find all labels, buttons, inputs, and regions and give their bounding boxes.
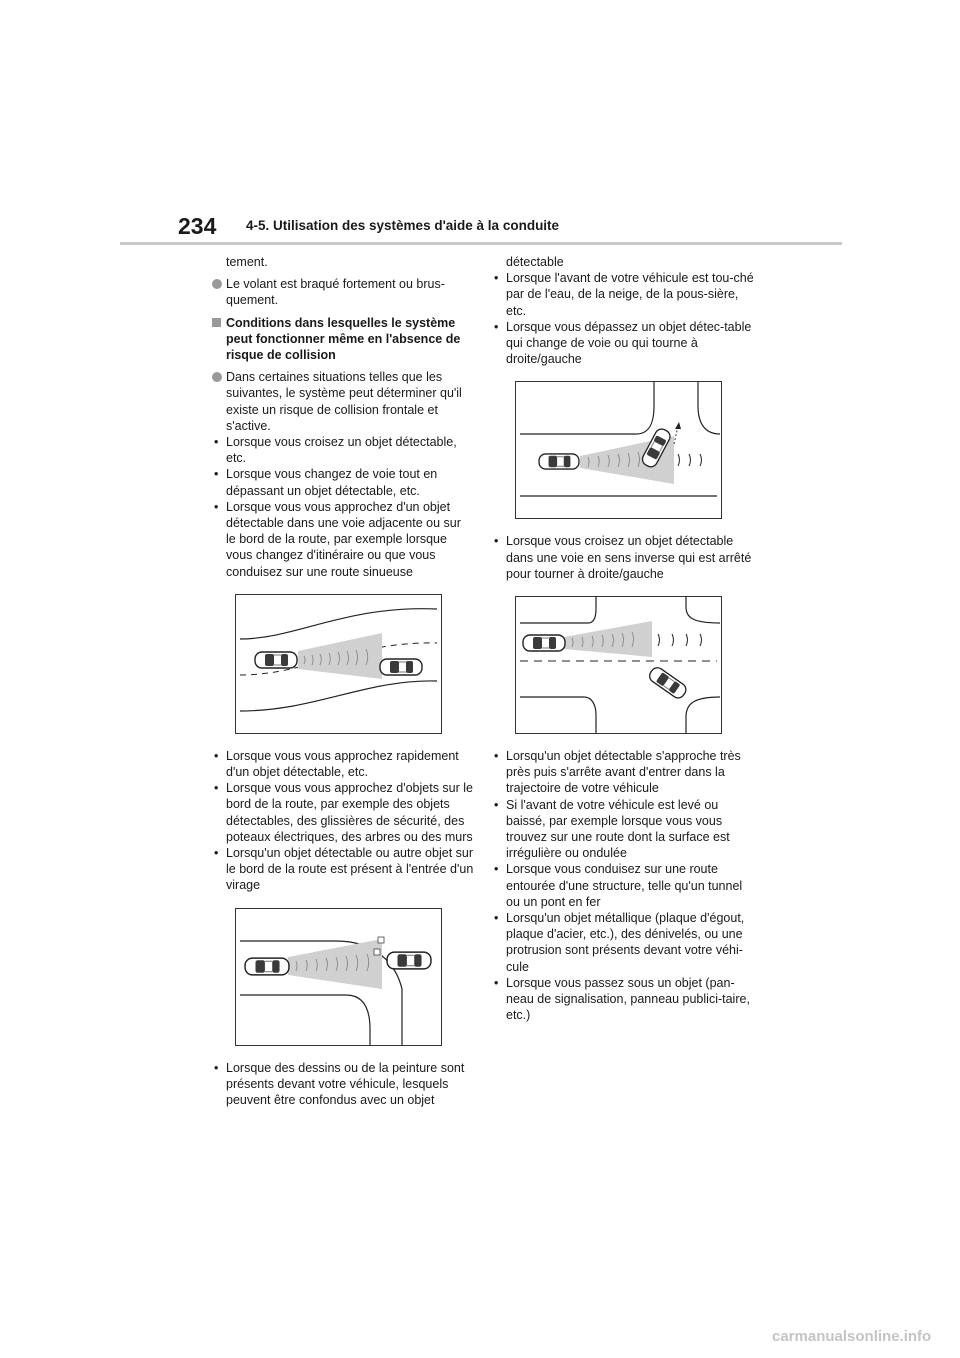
circle-list-item [212,369,474,434]
bullet-item: • Lorsque vous croisez un objet détectable, etc. [214,435,457,466]
bullet-item: • Lorsque des dessins ou de la peinture sont présents devant votre véhicule, lesquels peuvent être confondus avec un objet [214,1060,465,1108]
bullet-item: • Si l'avant de votre véhicule est levé ou baissé, par exemple lorsque vous vous trouvez sur une route dont la surface est irrégulière ou ondulée [494,797,730,861]
bullet-item: • Lorsque vous vous approchez rapidement d'un objet détectable, etc. [214,748,459,780]
bullet-list [212,748,474,894]
illustration-curved-road [235,594,442,734]
bullet-item: • Lorsqu'un objet détectable s'approche très près puis s'arrête avant d'entrer dans la trajectoire de votre véhicule [494,749,741,796]
section-heading-text: Conditions dans lesquelles le système peut fonctionner même en l'absence de risque de collision [226,315,461,363]
bullet-item: • Lorsque vous dépassez un objet détec-table qui change de voie ou qui tourne à droite/gauche [494,319,752,367]
item-text: Dans certaines situations telles que les suivantes, le système peut déterminer qu'il existe un risque de collision frontale et s'active. [226,370,462,433]
bullet-item: • Lorsque vous passez sous un objet (pan-neau de signalisation, panneau publici-taire, etc.) [494,975,750,1023]
illustration-oncoming-turning [515,596,722,734]
item-text: Le volant est braqué fortement ou brus-quement. [226,277,445,308]
bullet-item: • Lorsqu'un objet métallique (plaque d'égout, plaque d'acier, etc.), des dénivelés, ou une protrusion sont présents devant votre véhi-cule [494,911,745,974]
bullet-item: • Lorsque vous vous approchez d'un objet détectable dans une voie adjacente ou sur le bord de la route, par exemple lorsque vous changez d'itinéraire ou que vous conduisez sur une route sinueuse [214,499,461,579]
continued-text: tement. [226,255,268,269]
bullet-item: • Lorsque l'avant de votre véhicule est tou-ché par de l'eau, de la neige, de la pous-sière, etc. [494,271,754,318]
left-column [212,254,474,1108]
section-heading [212,315,474,364]
header-divider [120,242,842,245]
bullet-list [492,748,754,1023]
illustration-curve-entrance [235,908,442,1046]
bullet-item: • Lorsque vous croisez un objet détectable dans une voie en sens inverse qui est arrêté pour tourner à droite/gauche [494,534,752,581]
circle-bullet-icon [212,372,222,382]
continued-text: détectable [506,255,564,269]
right-column [492,254,754,1023]
bullet-item: • Lorsque vous conduisez sur une route entourée d'une structure, telle qu'un tunnel ou un pont en fer [494,862,743,909]
bullet-list [212,1060,474,1109]
circle-bullet-icon [212,279,222,289]
bullet-item: • Lorsqu'un objet détectable ou autre objet sur le bord de la route est présent à l'entrée d'un virage [214,846,474,893]
bullet-list [492,270,754,367]
bullet-list [492,533,754,582]
page-number: 234 [178,213,217,239]
bullet-item: • Lorsque vous changez de voie tout en dépassant un objet détectable, etc. [214,467,438,498]
illustration-vehicle-turning [515,381,722,519]
circle-list-item [212,276,474,308]
bullet-item: • Lorsque vous vous approchez d'objets sur le bord de la route, par exemple des objets détectables, des glissières de sécurité, des poteaux électriques, des arbres ou des murs [214,781,473,844]
watermark: carmanualsonline.info [772,1328,932,1345]
bullet-list [212,434,474,580]
square-bullet-icon [212,318,221,327]
chapter-title: 4-5. Utilisation des systèmes d'aide à la conduite [246,218,560,233]
